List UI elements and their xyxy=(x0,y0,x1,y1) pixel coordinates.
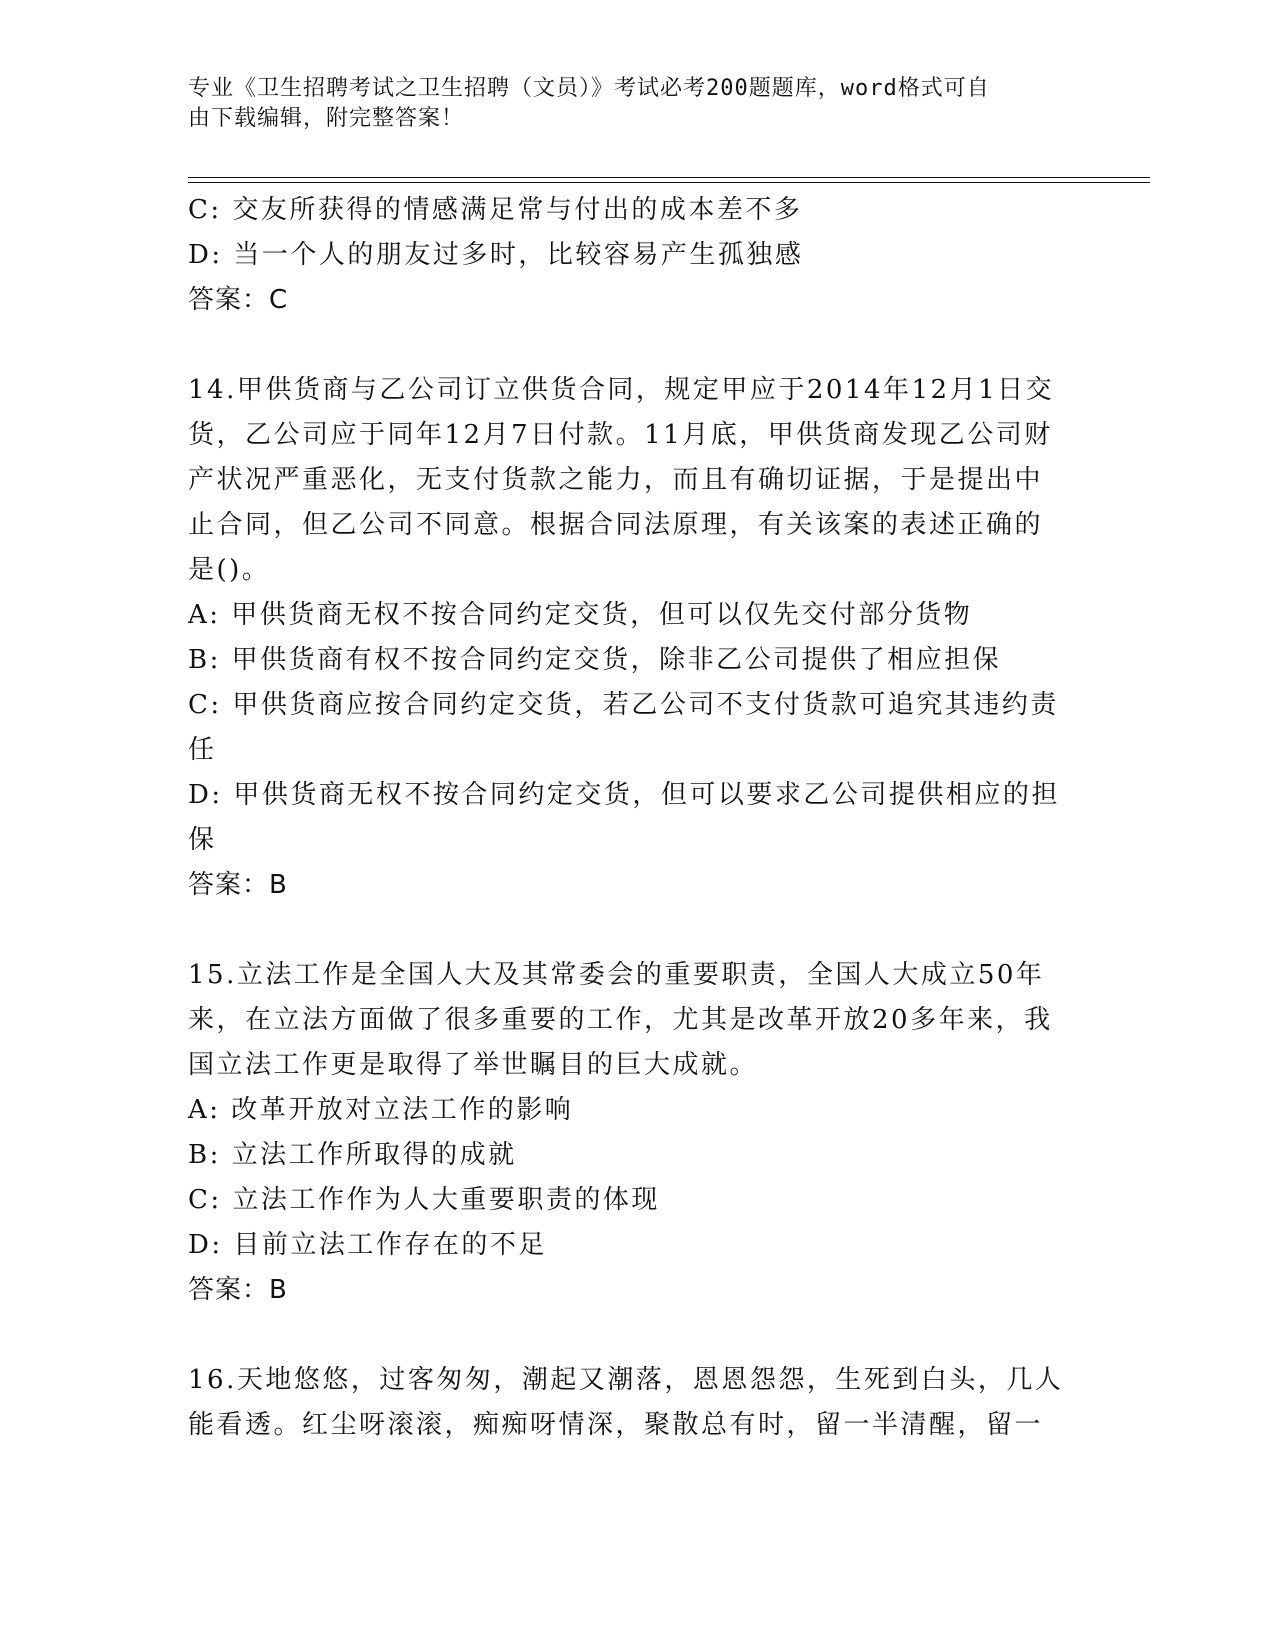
document-body xyxy=(188,188,1088,1448)
q14-option-c-cont: 任 xyxy=(188,735,217,765)
q16-stem-line: 16.天地悠悠，过客匆匆，潮起又潮落，恩恩怨怨，生死到白头，几人 xyxy=(188,1365,1064,1395)
q14-stem-line: 产状况严重恶化，无支付货款之能力，而且有确切证据，于是提出中 xyxy=(188,465,1044,495)
spacer xyxy=(188,1313,1088,1358)
q14-stem-line: 止合同，但乙公司不同意。根据合同法原理，有关该案的表述正确的 xyxy=(188,510,1044,540)
q15-answer: 答案：B xyxy=(188,1275,288,1305)
q14-stem-line: 14.甲供货商与乙公司订立供货合同，规定甲应于2014年12月1日交 xyxy=(188,375,1055,405)
q15-option-b: B: 立法工作所取得的成就 xyxy=(188,1140,517,1170)
q14-option-d-cont: 保 xyxy=(188,825,217,855)
q13-option-c: C: 交友所获得的情感满足常与付出的成本差不多 xyxy=(188,195,803,225)
q14-option-c: C: 甲供货商应按合同约定交货，若乙公司不支付货款可追究其违约责 xyxy=(188,690,1059,720)
q15-stem-line: 国立法工作更是取得了举世瞩目的巨大成就。 xyxy=(188,1050,759,1080)
q15-option-c: C: 立法工作作为人大重要职责的体现 xyxy=(188,1185,660,1215)
q13-answer: 答案：C xyxy=(188,285,289,315)
spacer xyxy=(188,908,1088,953)
q13-option-d: D: 当一个人的朋友过多时，比较容易产生孤独感 xyxy=(188,240,804,270)
q15-stem-line: 15.立法工作是全国人大及其常委会的重要职责，全国人大成立50年 xyxy=(188,960,1045,990)
q14-stem-line: 是()。 xyxy=(188,555,271,585)
header-divider-top xyxy=(188,177,1150,178)
header-line-1: 专业《卫生招聘考试之卫生招聘（文员）》考试必考200题题库，word格式可自 xyxy=(188,76,990,101)
q14-option-a: A: 甲供货商无权不按合同约定交货，但可以仅先交付部分货物 xyxy=(188,600,973,630)
q14-option-d: D: 甲供货商无权不按合同约定交货，但可以要求乙公司提供相应的担 xyxy=(188,780,1060,810)
spacer xyxy=(188,323,1088,368)
q14-answer: 答案：B xyxy=(188,870,288,900)
q16-stem-line: 能看透。红尘呀滚滚，痴痴呀情深，聚散总有时，留一半清醒，留一 xyxy=(188,1410,1044,1440)
header-line-2: 由下载编辑，附完整答案！ xyxy=(188,106,465,131)
header-divider-bottom xyxy=(188,182,1150,183)
q15-option-a: A: 改革开放对立法工作的影响 xyxy=(188,1095,574,1125)
document-header xyxy=(188,74,1068,134)
q14-stem-line: 货，乙公司应于同年12月7日付款。11月底，甲供货商发现乙公司财 xyxy=(188,420,1053,450)
q15-stem-line: 来，在立法方面做了很多重要的工作，尤其是改革开放20多年来，我 xyxy=(188,1005,1053,1035)
q14-option-b: B: 甲供货商有权不按合同约定交货，除非乙公司提供了相应担保 xyxy=(188,645,1002,675)
q15-option-d: D: 目前立法工作存在的不足 xyxy=(188,1230,547,1260)
